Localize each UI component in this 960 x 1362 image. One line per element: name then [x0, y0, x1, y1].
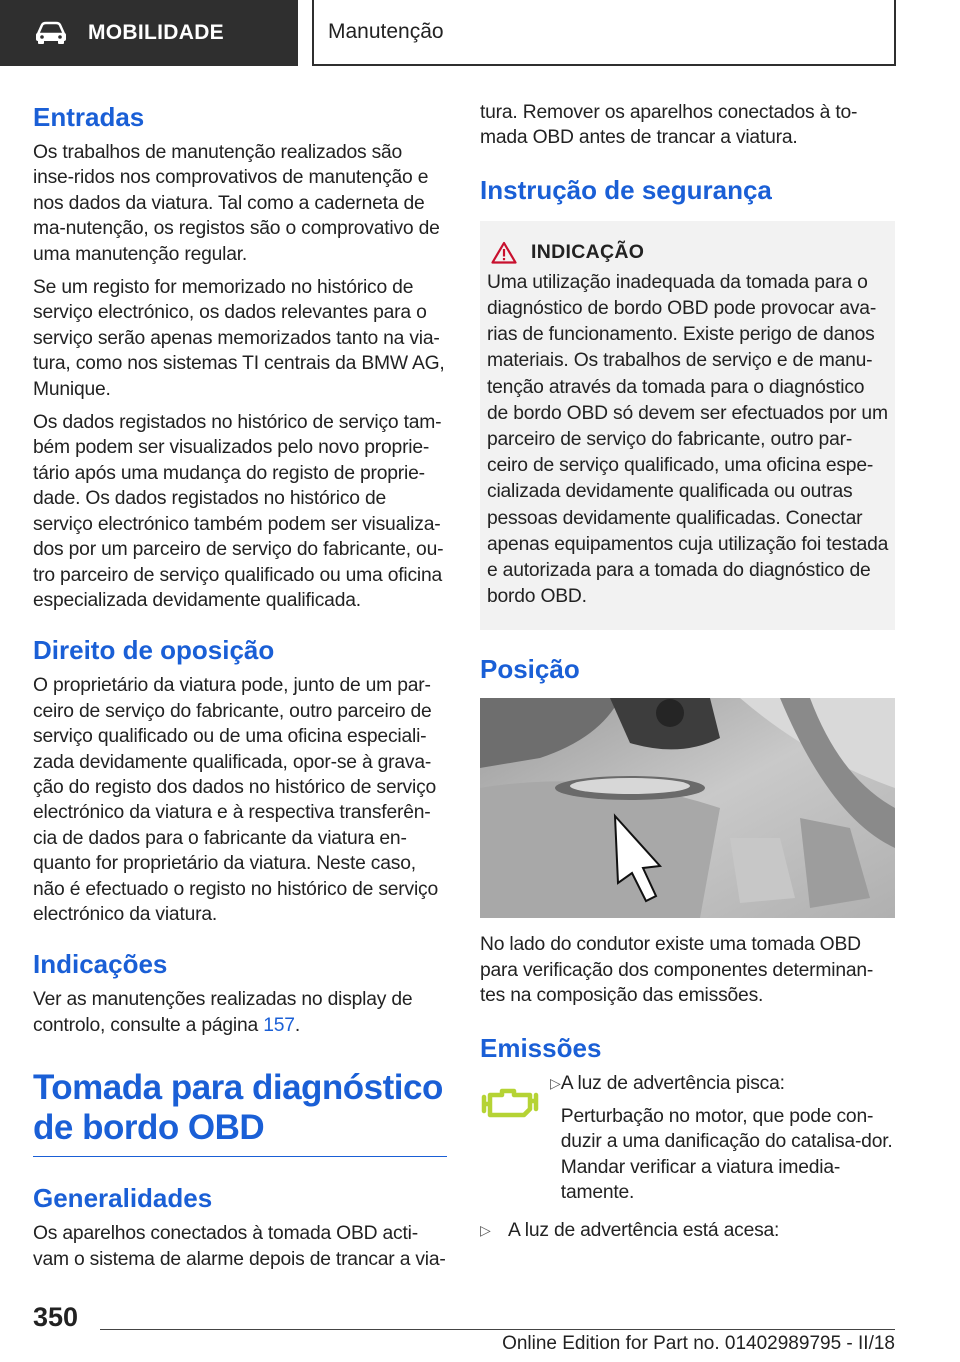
car-icon	[34, 21, 68, 45]
chapter-label: Manutenção	[328, 20, 444, 43]
page-reference-link[interactable]: 157	[263, 1014, 295, 1036]
section-tab	[0, 0, 298, 66]
indicacoes-text: Ver as manutenções realizadas no display de controlo, consulte a página	[33, 989, 413, 1036]
emissoes-list	[550, 1071, 895, 1214]
page-number: 350	[33, 1302, 79, 1332]
direito-heading: Direito de oposição	[33, 635, 275, 666]
emissoes-row	[480, 1071, 895, 1214]
tomada-heading: Tomada para diagnóstico de bordo OBD	[33, 1068, 443, 1148]
bullet-triangle-icon: ▷	[550, 1074, 561, 1091]
chapter-tab	[312, 0, 896, 66]
emissoes-heading: Emissões	[480, 1032, 602, 1063]
list-item	[480, 1218, 895, 1251]
left-column	[33, 100, 447, 1280]
notice-text: Uma utilização inadequada da tomada para o diagnóstico de bordo OBD pode provocar ava-rias de funcionamento. Existe perigo de danos materiais. Os trabalhos de serviço e de manu-tenção através da tomada para o diagnóstico de bordo OBD só devem ser efectuados por um parceiro de serviço do fabricante, outro par-ceiro de serviço qualificado, uma oficina espe-cializada devidamente qualificada ou outras pessoas devidamente qualificadas. Conectar apenas equipamentos cuja utilização foi testada e autorizada para a tomada do diagnóstico de bordo OBD.	[487, 271, 889, 608]
bullet-1-title: A luz de advertência pisca:	[560, 1072, 785, 1094]
notice-header	[491, 241, 889, 264]
posicao-paragraph: No lado do condutor existe uma tomada OBD para verificação dos componentes determinan-tes na composição das emissões.	[480, 934, 874, 1007]
entradas-heading: Entradas	[33, 102, 145, 132]
seguranca-heading: Instrução de segurança	[480, 174, 772, 205]
right-column	[480, 100, 895, 1251]
indicacoes-end: .	[294, 1014, 300, 1036]
notice-box	[480, 221, 895, 631]
bullet-1-body: Perturbação no motor, que pode con-duzir a uma danificação do catalisa-dor. Mandar verificar a viatura imedia-tamente.	[560, 1106, 893, 1204]
heading-rule	[33, 1156, 447, 1157]
edition-text: Online Edition for Part no. 01402989795 - II/18	[502, 1333, 895, 1354]
list-item	[550, 1071, 895, 1214]
engine-warning-icon	[480, 1085, 540, 1121]
generalidades-heading: Generalidades	[33, 1183, 213, 1214]
entradas-paragraph-2: Se um registo for memorizado no histórico de serviço electrónico, os dados relevantes para o serviço serão apenas memorizados tanto na via-tura, como nos sistemas TI centrais da BMW AG, Munique.	[33, 277, 445, 400]
entradas-paragraph-1: Os trabalhos de manutenção realizados são inse-ridos nos comprovativos de manutenção e nos dados da viatura. Tal como a caderneta de ma-nutenção, os registos são o comprovativo de uma manutenção regular.	[33, 142, 440, 265]
direito-paragraph: O proprietário da viatura pode, junto de um par-ceiro de serviço do fabricante, outro parceiro de serviço qualificado ou de uma oficina especiali-zada devidamente qualificada, opor-se à grava-ção do registo dos dados no histórico de serviço electrónico da viatura e à respectiva transferên-cia de dados para o fabricante da viatura en-quanto for proprietário da viatura. Neste caso, não é efectuado o registo no histórico de serviço electrónico da viatura.	[33, 675, 439, 925]
footer-rule	[100, 1329, 895, 1330]
continued-paragraph: tura. Remover os aparelhos conectados à to-mada OBD antes de trancar a viatura.	[480, 102, 858, 149]
indicacoes-paragraph	[33, 987, 447, 1038]
bullet-2-title: A luz de advertência está acesa:	[508, 1219, 780, 1241]
warning-icon	[491, 241, 517, 264]
bullet-triangle-icon: ▷	[480, 1221, 491, 1238]
obd-location-photo	[480, 698, 895, 918]
notice-title: INDICAÇÃO	[531, 240, 645, 263]
indicacoes-heading: Indicações	[33, 949, 168, 980]
generalidades-paragraph: Os aparelhos conectados à tomada OBD acti-vam o sistema de alarme depois de trancar a via-	[33, 1223, 446, 1270]
posicao-heading: Posição	[480, 654, 580, 685]
section-label: MOBILIDADE	[88, 21, 224, 44]
entradas-paragraph-3: Os dados registados no histórico de serviço tam-bém podem ser visualizados pelo novo proprie-tário após uma mudança do registo de proprie-dade. Os dados registados no histórico de serviço electrónico também podem ser visualiza-dos por um parceiro de serviço do fabricante, ou-tro parceiro de serviço qualificado ou uma oficina especializada devidamente qualificada.	[33, 412, 444, 611]
